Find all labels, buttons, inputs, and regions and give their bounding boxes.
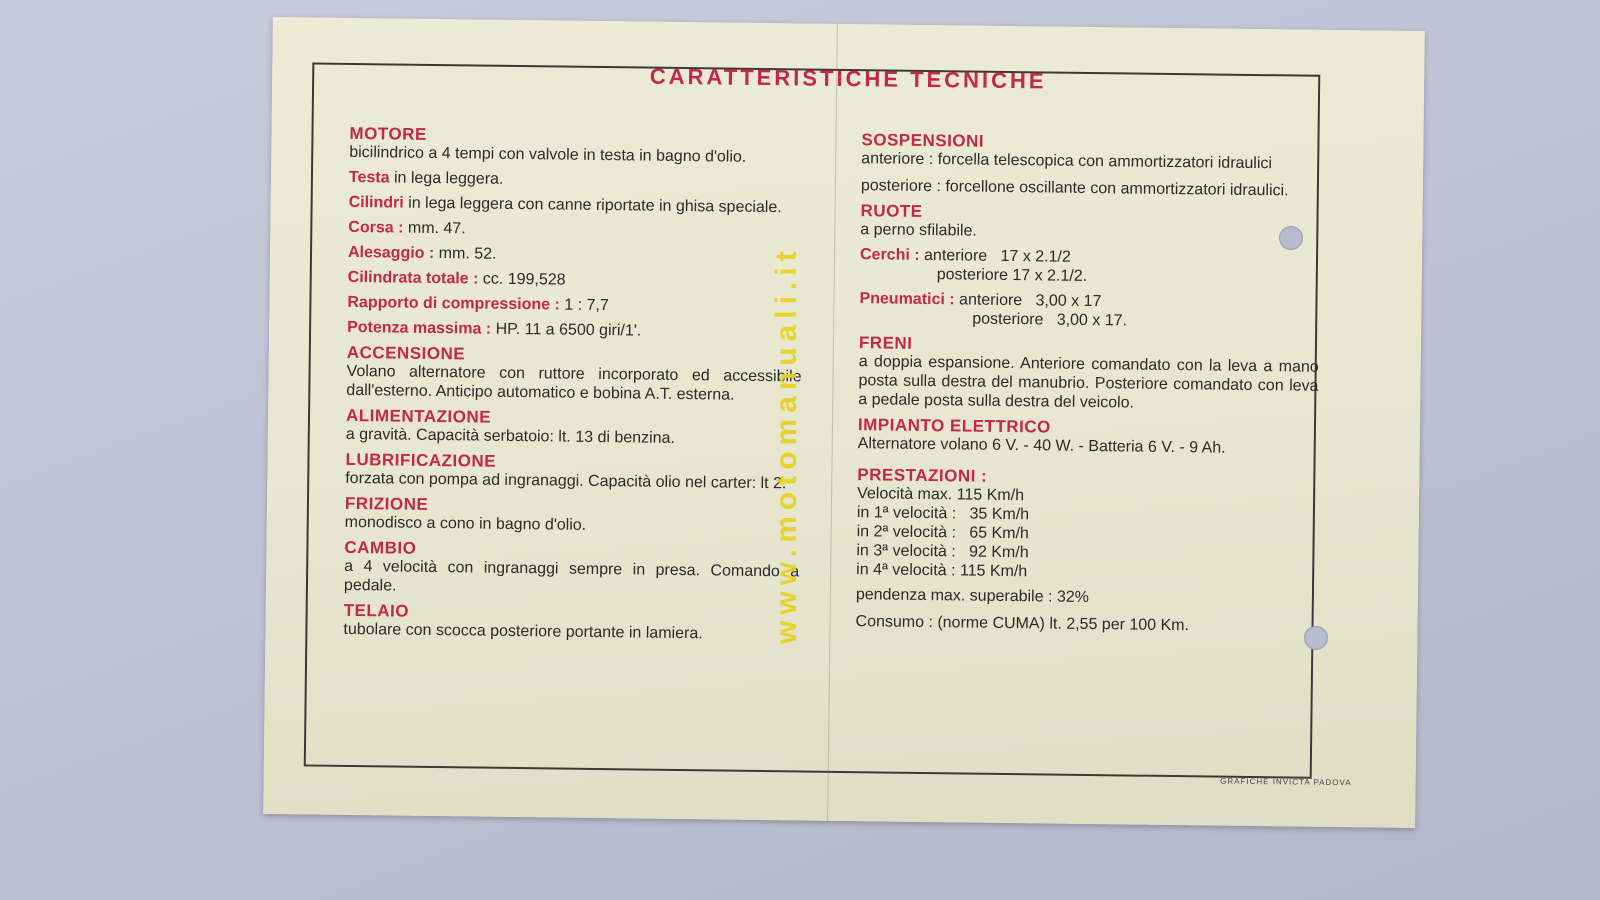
sospensioni-posteriore: posteriore : forcellone oscillante con ammortizzatori idraulici.	[860, 177, 1289, 200]
impianto-text: Alternatore volano 6 V. - 40 W. - Batteria 6 V. - 9 Ah.	[857, 435, 1226, 457]
right-column	[855, 124, 1321, 637]
freni-text: a doppia espansione. Anteriore comandato con la leva a mano posta sulla destra del manubrio. Posteriore comandato con leva a pedale posta sulla destra del veicolo.	[858, 353, 1319, 412]
spec-key: Potenza massima :	[347, 318, 492, 338]
section-heading-lubrificazione: LUBRIFICAZIONE	[345, 449, 497, 471]
spec-key: Rapporto di compressione :	[347, 293, 560, 314]
telaio-text: tubolare con scocca posteriore portante in lamiera.	[343, 620, 703, 643]
section-heading-ruote: RUOTE	[860, 201, 923, 221]
spec-value: in lega leggera con canne riportate in ghisa speciale.	[408, 194, 782, 217]
spec-value: anteriore 3,00 x 17	[958, 291, 1102, 311]
spec-key: Cilindrata totale :	[347, 268, 479, 288]
frizione-text: monodisco a cono in bagno d'olio.	[344, 513, 587, 534]
section-heading-sospensioni: SOSPENSIONI	[861, 130, 985, 151]
spec-row-testa	[349, 168, 804, 193]
watermark-text: www.motomanuali.it	[770, 245, 803, 645]
prestazioni-v3: in 3ª velocità : 92 Km/h	[856, 542, 1029, 562]
spec-value: anteriore 17 x 2.1/2	[923, 246, 1071, 266]
printer-credit: GRAFICHE INVICTA PADOVA	[1220, 776, 1352, 788]
section-heading-telaio: TELAIO	[343, 600, 410, 621]
section-heading-motore: MOTORE	[349, 123, 427, 144]
alimentazione-text: a gravità. Capacità serbatoio: lt. 13 di benzina.	[345, 425, 675, 447]
spec-key: Alesaggio :	[347, 243, 435, 262]
spec-row-rapporto	[347, 293, 802, 318]
spec-row-corsa	[348, 218, 803, 243]
section-heading-impianto-elettrico: IMPIANTO ELETTRICO	[857, 415, 1051, 437]
left-column	[343, 118, 804, 645]
spec-key: Cilindri	[348, 193, 404, 212]
lubrificazione-text: forzata con pompa ad ingranaggi. Capacità olio nel carter: lt 2.	[345, 469, 787, 493]
section-heading-frizione: FRIZIONE	[344, 493, 429, 514]
sospensioni-anteriore: anteriore : forcella telescopica con ammortizzatori idraulici	[861, 150, 1273, 173]
section-heading-accensione: ACCENSIONE	[346, 342, 466, 364]
spec-value: 1 : 7,7	[564, 296, 609, 315]
prestazioni-pendenza: pendenza max. superabile : 32%	[855, 586, 1090, 607]
punch-hole-top	[1279, 226, 1303, 250]
spec-key: Pneumatici :	[859, 290, 955, 309]
spec-key: Testa	[348, 168, 390, 187]
section-heading-freni: FRENI	[858, 333, 913, 353]
spec-value: mm. 52.	[438, 245, 497, 263]
spec-row-pneumatici	[859, 289, 1319, 333]
page-title: CARATTERISTICHE TECNICHE	[649, 63, 1047, 94]
spec-row-cerchi	[860, 245, 1320, 289]
punch-hole-bottom	[1304, 626, 1328, 650]
spec-value: HP. 11 a 6500 giri/1'.	[495, 320, 642, 340]
section-heading-prestazioni: PRESTAZIONI :	[857, 465, 988, 486]
accensione-text: Volano alternatore con ruttore incorporato ed accessibile dall'esterno. Anticipo automatico e bobina A.T. esterna.	[346, 362, 802, 404]
section-heading-alimentazione: ALIMENTAZIONE	[345, 405, 492, 427]
prestazioni-consumo: Consumo : (norme CUMA) lt. 2,55 per 100 Km.	[855, 613, 1190, 635]
motore-text: bicilindrico a 4 tempi con valvole in testa in bagno d'olio.	[349, 143, 747, 166]
cambio-text: a 4 velocità con ingranaggi sempre in presa. Comando a pedale.	[343, 557, 800, 595]
spec-row-cilindrata	[348, 268, 803, 293]
spec-value: mm. 47.	[407, 219, 466, 238]
prestazioni-vmax: Velocità max. 115 Km/h	[857, 485, 1025, 505]
prestazioni-v2: in 2ª velocità : 65 Km/h	[856, 523, 1029, 543]
prestazioni-v4: in 4ª velocità : 115 Km/h	[856, 561, 1028, 581]
spec-value: in lega leggera.	[393, 169, 504, 188]
spec-value: cc. 199,528	[482, 270, 566, 289]
spec-value: posteriore 17 x 2.1/2.	[936, 266, 1088, 285]
prestazioni-v1: in 1ª velocità : 35 Km/h	[856, 504, 1030, 524]
spec-sheet-card	[263, 17, 1425, 828]
ruote-text: a perno sfilabile.	[860, 221, 977, 240]
spec-row-potenza	[347, 318, 802, 343]
spec-row-cilindri	[349, 193, 804, 218]
section-heading-cambio: CAMBIO	[344, 537, 417, 558]
spec-key: Cerchi :	[859, 246, 920, 264]
spec-row-alesaggio	[348, 243, 803, 268]
spec-key: Corsa :	[348, 218, 404, 237]
spec-value: posteriore 3,00 x 17.	[972, 310, 1128, 330]
